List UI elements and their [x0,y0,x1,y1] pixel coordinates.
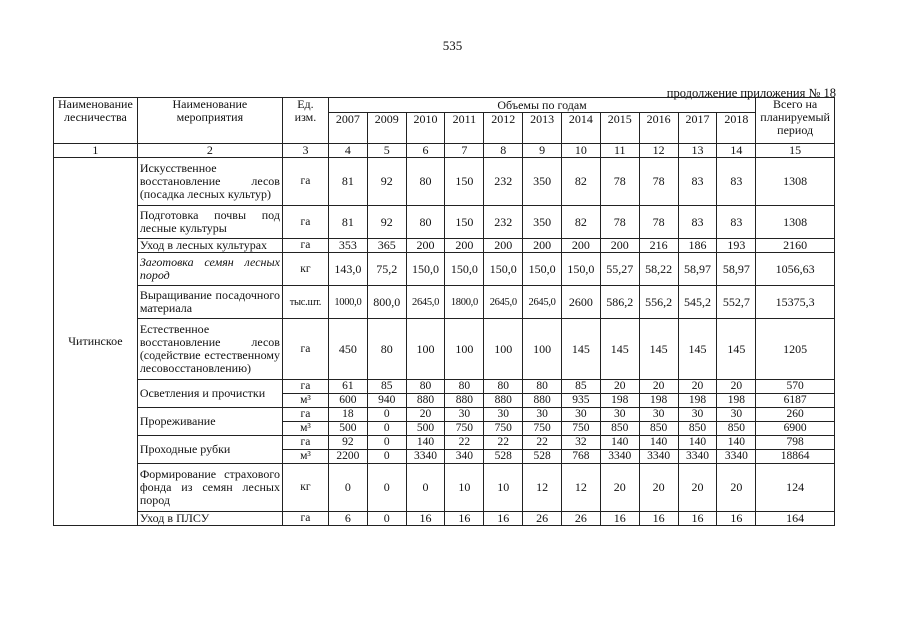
total-cell: 1205 [756,319,835,380]
value-cell: 880 [406,394,445,408]
value-cell: 83 [678,206,717,239]
value-cell: 16 [445,512,484,526]
table-row [54,206,835,239]
column-number: 13 [678,144,717,158]
value-cell: 30 [600,408,639,422]
value-cell: 750 [484,422,523,436]
value-cell: 22 [445,436,484,450]
value-cell: 935 [562,394,601,408]
page-number: 535 [442,38,463,53]
column-number: 1 [54,144,138,158]
value-cell: 768 [562,450,601,464]
unit-cell: га [282,319,328,380]
column-number: 9 [523,144,562,158]
value-cell: 3340 [717,450,756,464]
value-cell: 353 [328,239,367,253]
value-cell: 880 [445,394,484,408]
value-cell: 140 [717,436,756,450]
measure-name: Искусственное восстановление лесов (посадка лесных культур) [137,158,282,206]
value-cell: 16 [406,512,445,526]
value-cell: 880 [484,394,523,408]
header-year: 2009 [367,113,406,144]
header-year: 2007 [328,113,367,144]
value-cell: 10 [445,464,484,512]
value-cell: 150 [445,206,484,239]
value-cell: 528 [523,450,562,464]
unit-cell: кг [282,253,328,286]
table-row [54,380,835,394]
value-cell: 528 [484,450,523,464]
unit-cell: м³ [282,450,328,464]
value-cell: 150,0 [445,253,484,286]
value-cell: 1800,0 [445,286,484,319]
column-number: 10 [562,144,601,158]
value-cell: 30 [562,408,601,422]
value-cell: 20 [600,380,639,394]
value-cell: 880 [523,394,562,408]
value-cell: 82 [562,158,601,206]
value-cell: 92 [328,436,367,450]
header-year: 2011 [445,113,484,144]
value-cell: 100 [445,319,484,380]
value-cell: 83 [717,158,756,206]
value-cell: 216 [639,239,678,253]
value-cell: 850 [600,422,639,436]
value-cell: 2200 [328,450,367,464]
value-cell: 26 [562,512,601,526]
measure-name: Проходные рубки [137,436,282,464]
value-cell: 32 [562,436,601,450]
column-number: 7 [445,144,484,158]
value-cell: 100 [523,319,562,380]
value-cell: 232 [484,158,523,206]
value-cell: 365 [367,239,406,253]
value-cell: 2645,0 [484,286,523,319]
value-cell: 78 [600,206,639,239]
value-cell: 20 [406,408,445,422]
value-cell: 78 [639,206,678,239]
measure-name: Уход в ПЛСУ [137,512,282,526]
unit-cell: га [282,206,328,239]
measure-name: Осветления и прочистки [137,380,282,408]
table-row [54,319,835,380]
forest-activities-table [53,97,835,526]
value-cell: 2645,0 [523,286,562,319]
measure-name: Заготовка семян лесных пород [137,253,282,286]
value-cell: 500 [328,422,367,436]
value-cell: 58,97 [717,253,756,286]
value-cell: 100 [406,319,445,380]
value-cell: 200 [406,239,445,253]
total-cell: 1308 [756,206,835,239]
value-cell: 150,0 [562,253,601,286]
value-cell: 20 [678,380,717,394]
value-cell: 0 [367,464,406,512]
value-cell: 143,0 [328,253,367,286]
value-cell: 92 [367,158,406,206]
forestry-name: Читинское [54,158,138,526]
value-cell: 2600 [562,286,601,319]
value-cell: 750 [523,422,562,436]
value-cell: 22 [523,436,562,450]
column-number: 15 [756,144,835,158]
total-cell: 260 [756,408,835,422]
total-cell: 18864 [756,450,835,464]
unit-cell: м³ [282,422,328,436]
total-cell: 6187 [756,394,835,408]
value-cell: 20 [639,380,678,394]
value-cell: 26 [523,512,562,526]
value-cell: 30 [678,408,717,422]
column-number: 2 [137,144,282,158]
value-cell: 80 [406,206,445,239]
value-cell: 545,2 [678,286,717,319]
value-cell: 3340 [406,450,445,464]
value-cell: 80 [484,380,523,394]
value-cell: 10 [484,464,523,512]
value-cell: 800,0 [367,286,406,319]
column-number: 3 [282,144,328,158]
total-cell: 2160 [756,239,835,253]
continuation-note: продолжение приложения № 18 [666,86,836,100]
value-cell: 450 [328,319,367,380]
measure-name: Прореживание [137,408,282,436]
header-year: 2010 [406,113,445,144]
value-cell: 30 [445,408,484,422]
header-volumes: Объемы по годам [328,98,755,113]
table-row [54,253,835,286]
table-row [54,239,835,253]
value-cell: 500 [406,422,445,436]
value-cell: 78 [639,158,678,206]
total-cell: 1308 [756,158,835,206]
value-cell: 200 [600,239,639,253]
value-cell: 0 [367,436,406,450]
value-cell: 80 [523,380,562,394]
unit-cell: кг [282,464,328,512]
value-cell: 16 [600,512,639,526]
value-cell: 145 [562,319,601,380]
value-cell: 198 [600,394,639,408]
value-cell: 16 [717,512,756,526]
value-cell: 200 [445,239,484,253]
value-cell: 193 [717,239,756,253]
total-cell: 570 [756,380,835,394]
value-cell: 186 [678,239,717,253]
value-cell: 30 [484,408,523,422]
value-cell: 80 [406,380,445,394]
value-cell: 0 [367,422,406,436]
value-cell: 6 [328,512,367,526]
value-cell: 2645,0 [406,286,445,319]
value-cell: 552,7 [717,286,756,319]
column-number: 12 [639,144,678,158]
column-number: 5 [367,144,406,158]
unit-cell: га [282,239,328,253]
measure-name: Естественное восстановление лесов (содействие естественному лесовосстановлению) [137,319,282,380]
table-row [54,286,835,319]
value-cell: 30 [717,408,756,422]
total-cell: 15375,3 [756,286,835,319]
value-cell: 140 [639,436,678,450]
total-cell: 124 [756,464,835,512]
value-cell: 750 [445,422,484,436]
measure-name: Подготовка почвы под лесные культуры [137,206,282,239]
value-cell: 78 [600,158,639,206]
value-cell: 18 [328,408,367,422]
total-cell: 6900 [756,422,835,436]
value-cell: 20 [717,464,756,512]
header-year: 2014 [562,113,601,144]
value-cell: 83 [717,206,756,239]
value-cell: 200 [562,239,601,253]
value-cell: 58,97 [678,253,717,286]
value-cell: 3340 [639,450,678,464]
value-cell: 145 [717,319,756,380]
header-total: Всего на планируемый период [756,98,835,144]
value-cell: 556,2 [639,286,678,319]
value-cell: 58,22 [639,253,678,286]
value-cell: 1000,0 [328,286,367,319]
value-cell: 0 [367,408,406,422]
unit-cell: га [282,512,328,526]
value-cell: 200 [484,239,523,253]
unit-cell: га [282,436,328,450]
value-cell: 22 [484,436,523,450]
table-row [54,408,835,422]
value-cell: 140 [406,436,445,450]
table-row [54,158,835,206]
value-cell: 200 [523,239,562,253]
value-cell: 350 [523,206,562,239]
value-cell: 145 [639,319,678,380]
value-cell: 83 [678,158,717,206]
value-cell: 80 [406,158,445,206]
header-year: 2016 [639,113,678,144]
value-cell: 850 [639,422,678,436]
value-cell: 150 [445,158,484,206]
unit-cell: м³ [282,394,328,408]
header-unit: Ед. изм. [282,98,328,144]
value-cell: 0 [406,464,445,512]
value-cell: 20 [639,464,678,512]
value-cell: 61 [328,380,367,394]
value-cell: 586,2 [600,286,639,319]
value-cell: 232 [484,206,523,239]
value-cell: 80 [445,380,484,394]
value-cell: 600 [328,394,367,408]
header-year: 2012 [484,113,523,144]
value-cell: 80 [367,319,406,380]
unit-cell: га [282,158,328,206]
value-cell: 3340 [678,450,717,464]
column-number: 11 [600,144,639,158]
value-cell: 140 [600,436,639,450]
value-cell: 16 [678,512,717,526]
value-cell: 30 [523,408,562,422]
value-cell: 0 [328,464,367,512]
value-cell: 12 [562,464,601,512]
value-cell: 198 [678,394,717,408]
value-cell: 150,0 [484,253,523,286]
value-cell: 850 [678,422,717,436]
unit-cell: га [282,408,328,422]
measure-name: Формирование страхового фонда из семян лесных пород [137,464,282,512]
value-cell: 145 [600,319,639,380]
header-year: 2013 [523,113,562,144]
value-cell: 350 [523,158,562,206]
value-cell: 150,0 [406,253,445,286]
value-cell: 198 [639,394,678,408]
table-row [54,512,835,526]
value-cell: 81 [328,158,367,206]
value-cell: 85 [562,380,601,394]
header-year: 2015 [600,113,639,144]
total-cell: 798 [756,436,835,450]
value-cell: 100 [484,319,523,380]
column-number: 6 [406,144,445,158]
header-year: 2017 [678,113,717,144]
value-cell: 30 [639,408,678,422]
value-cell: 20 [600,464,639,512]
value-cell: 82 [562,206,601,239]
column-number: 8 [484,144,523,158]
total-cell: 1056,63 [756,253,835,286]
value-cell: 20 [717,380,756,394]
value-cell: 0 [367,512,406,526]
value-cell: 16 [639,512,678,526]
value-cell: 12 [523,464,562,512]
value-cell: 55,27 [600,253,639,286]
total-cell: 164 [756,512,835,526]
header-measure: Наименование мероприятия [137,98,282,144]
value-cell: 850 [717,422,756,436]
value-cell: 20 [678,464,717,512]
value-cell: 0 [367,450,406,464]
value-cell: 85 [367,380,406,394]
value-cell: 3340 [600,450,639,464]
value-cell: 750 [562,422,601,436]
value-cell: 81 [328,206,367,239]
header-year: 2018 [717,113,756,144]
value-cell: 198 [717,394,756,408]
header-forestry: Наименование лесничества [54,98,138,144]
unit-cell: тыс.шт. [282,286,328,319]
column-number: 14 [717,144,756,158]
table-row [54,464,835,512]
value-cell: 92 [367,206,406,239]
value-cell: 140 [678,436,717,450]
measure-name: Выращивание посадочного материала [137,286,282,319]
value-cell: 940 [367,394,406,408]
table-row [54,436,835,450]
value-cell: 340 [445,450,484,464]
value-cell: 75,2 [367,253,406,286]
column-number: 4 [328,144,367,158]
unit-cell: га [282,380,328,394]
value-cell: 150,0 [523,253,562,286]
value-cell: 145 [678,319,717,380]
measure-name: Уход в лесных культурах [137,239,282,253]
value-cell: 16 [484,512,523,526]
